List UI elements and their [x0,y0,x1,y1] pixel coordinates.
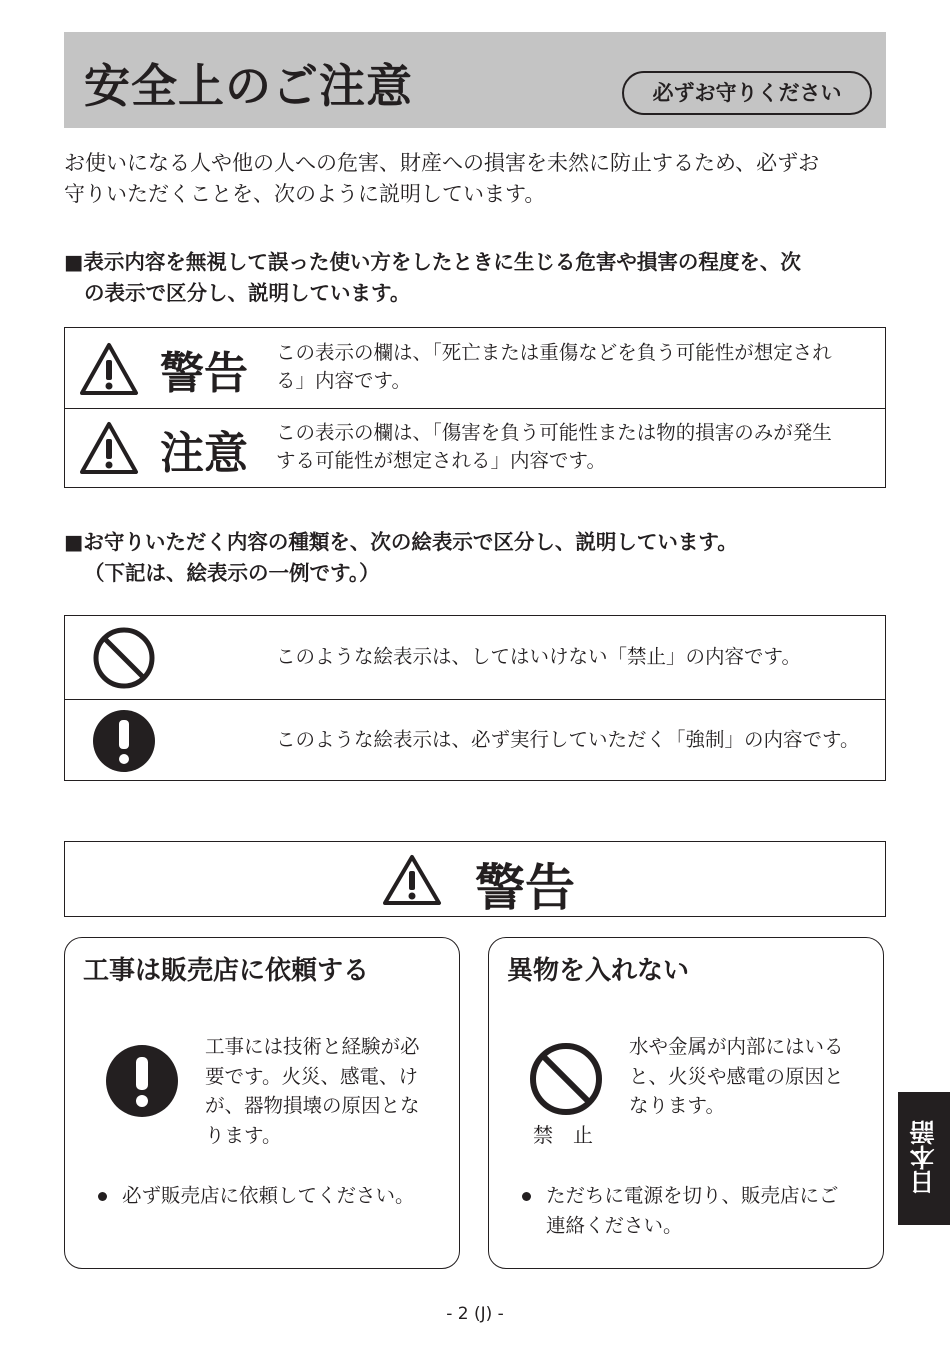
card-body-line: なります。 [629,1094,725,1117]
warning-card-foreign-objects [488,937,884,1269]
prohibition-label: 禁 止 [533,1123,593,1147]
warning-card-installation [64,937,460,1269]
intro-line-2: 守りいただくことを、次のように説明しています。 [64,182,546,206]
section-heading-line-2: の表示で区分し、説明しています。 [84,281,411,305]
card-body-line: と、火災や感電の原因と [629,1064,844,1088]
card-bullet [546,1181,876,1240]
bullet-dot [522,1192,531,1201]
bullet-dot [98,1192,107,1201]
prohibition-icon [529,1042,603,1116]
card-body-line: 要です。火災、感電、け [205,1064,418,1088]
signal-row-caution [65,408,885,487]
must-follow-badge: 必ずお守りください [622,71,872,115]
mandatory-icon [105,1044,179,1118]
signal-word-caution: 注意 [160,428,248,479]
section-heading-signal-words [64,247,894,309]
symbol-row-prohibition [65,616,885,699]
page-title: 安全上のご注意 [84,59,413,113]
warning-banner-title: 警告 [475,859,575,917]
signal-description-line-2: する可能性が想定される」内容です。 [276,449,606,472]
section-heading-line-2: （下記は、絵表示の一例です。） [84,561,380,585]
mandatory-icon [92,709,156,773]
symbol-table [64,615,886,781]
card-title: 異物を入れない [507,956,690,986]
warning-triangle-icon [381,853,443,907]
card-body-line: が、器物損壊の原因とな [205,1094,420,1117]
card-bullet-line: 連絡ください。 [546,1213,683,1237]
signal-description-line-1: この表示の欄は、「傷害を負う可能性または物的損害のみが発生 [276,421,832,444]
intro-line-1: お使いになる人や他の人への危害、財産への損害を未然に防止するため、必ずお [64,151,820,175]
signal-description-line-2: る」内容です。 [276,369,411,392]
signal-description-caution [276,419,876,475]
language-tab-label: 日本語 [909,1120,938,1196]
caution-triangle-icon [78,420,140,476]
section-heading-symbols [64,527,894,589]
section-heading-line-1: ■表示内容を無視して誤った使い方をしたときに生じる危害や損害の程度を、次 [64,250,801,274]
card-body [629,1032,869,1121]
card-title: 工事は販売店に依頼する [83,956,370,986]
page-number: - 2 (J) - [446,1304,504,1324]
section-heading-line-1: ■お守りいただく内容の種類を、次の絵表示で区分し、説明しています。 [64,530,738,554]
card-body [205,1032,445,1150]
signal-description-warning [276,339,876,395]
signal-row-warning [65,328,885,408]
warning-banner [64,841,886,917]
signal-word-warning: 警告 [160,348,248,399]
symbol-description-prohibition: このような絵表示は、してはいけない「禁止」の内容です。 [276,645,801,668]
language-tab [898,1092,950,1225]
symbol-row-mandatory [65,699,885,780]
card-body-line: 工事には技術と経験が必 [205,1035,420,1058]
symbol-description-mandatory: このような絵表示は、必ず実行していただく「強制」の内容です。 [276,728,860,751]
prohibition-icon [92,626,156,690]
signal-word-table [64,327,886,488]
card-bullet [122,1181,452,1211]
signal-description-line-1: この表示の欄は、「死亡または重傷などを負う可能性が想定され [276,341,832,364]
warning-triangle-icon [78,341,140,397]
card-body-line: ります。 [205,1123,282,1147]
card-body-line: 水や金属が内部にはいる [629,1035,844,1058]
header-bar [64,32,886,128]
intro-paragraph [64,148,894,210]
card-bullet-line: ただちに電源を切り、販売店にご [546,1184,839,1207]
card-bullet-line: 必ず販売店に依頼してください。 [122,1184,415,1207]
